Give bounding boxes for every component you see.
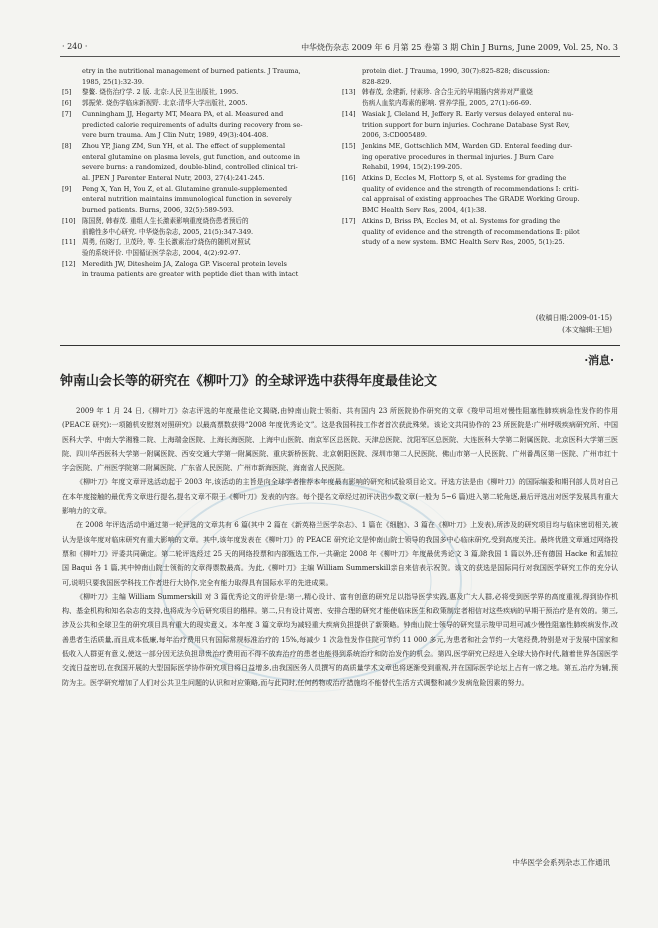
- editor-note: (本文编辑:王旭): [562, 326, 612, 334]
- reference-text: Cunningham JJ, Hegarty MT, Meara PA, et al. Measured and predicted calorie requirements of adults during recovery from se- vere burn trauma. Am J Clin Nutr, 1989, 49(3):404-408.: [82, 109, 303, 140]
- reference-text: Atkins D, Briss PA, Eccles M, et al. Systems for grading the quality of evidence and the strength of recommendations Ⅱ: pilot study of a new system. BMC Health Serv Res, 2005, 5(1):25.: [362, 216, 580, 247]
- page-number: · 240 ·: [62, 42, 88, 51]
- reference-entry: [62, 109, 337, 141]
- news-paragraph: 《柳叶刀》主编 William Summerskill 对 3 篇优秀论文的评价是:第一,精心设计、富有创意的研究足以指导医学实践,惠及广大人群,必将受到医学界的高度重视,得到协作机构、基金机构和知名杂志的支持,也将成为今后研究项目的楷样。第二,只有设计周密、安排合理的研究才能使临床医生和政策制定者相信对这些疾病的早期干预治疗是有效的。第三,涉及公共和全球卫生的研究项目具有重大的现实意义。本年度 3 篇文章均为减轻重大疾病负担提供了新策略。钟南山院士领导的研究显示羧甲司坦可减少慢性阻塞性肺疾病发作,改善患者生活质量,而且成本低廉,每年治疗费用只有国际常规标准治疗的 15%,每减少 1 次急性发作住院可节约 11 000 多元,为患者和社会节约一大笔经费,特别是对于发展中国家和低收入人群更有意义,使这一部分因无法负担昂贵治疗费用而不得不放弃治疗的患者也能得到系统治疗和防治发作的机会。第四,医学研究已经进入全球大协作时代,随着世界各国医学交流日益密切,在我国开展的大型国际医学协作研究项目将日益增多,由我国医务人员撰写的高质量学术文章也将逐渐受到重视,并在国际医学论坛上占有一席之地。第五,治疗为辅,预防为主。医学研究增加了人们对公共卫生问题的认识和对应策略,而与此同时,任何药物或治疗措施均不能替代生活方式调整和减少发病危险因素的努力。: [62, 592, 618, 687]
- reference-text: 郭振荣. 烧伤学临床新视野. 北京:清华大学出版社, 2005.: [82, 99, 248, 108]
- reference-text: 韩春茂, 余建新, 付素珍. 含合生元的早期肠内营养对严重烧 伤病人血浆内毒素的影响. 营养学报, 2005, 27(1):66-69.: [362, 88, 533, 108]
- news-paragraph: 《柳叶刀》年度文章评选活动起于 2003 年,该活动的主旨是向全球学者推荐本年度最有影响的研究和试验项目论文。评选方法是由《柳叶刀》的国际编委和期刊部人员对自己在本年度接触的最优秀文章进行提名,提名文章不限于《柳叶刀》发表的内容。每个提名文章经过初评决出少数文章(一般为 5~6 篇)进入第二轮角逐,最后评选出对医学发展具有重大影响力的文章。: [62, 478, 618, 516]
- header-rule: [60, 56, 620, 57]
- reference-text: Wasiak J, Cleland H, Jeffery R. Early versus delayed enteral nu- trition support for burn injuries. Cochrane Database Syst Rev, 2006, 3:CD005489.: [362, 109, 574, 140]
- reference-entry: [342, 109, 620, 141]
- reference-entry: [342, 173, 620, 216]
- reference-entry: [342, 141, 620, 173]
- reference-number: [11]: [62, 238, 76, 247]
- reference-entry: [342, 66, 620, 87]
- reference-entry: [62, 66, 337, 87]
- reference-number: [14]: [342, 109, 356, 118]
- reference-entry: [62, 259, 337, 280]
- reference-number: [6]: [62, 99, 72, 108]
- reference-text: etry in the nutritional management of burned patients. J Trauma, 1985, 25(1):32-39.: [82, 67, 301, 86]
- references-right-column: [342, 66, 620, 248]
- reference-text: 周勇, 伍晓汀, 卫茂玲, 等. 生长激素治疗烧伤的随机对照试 验的系统评价. 中国循证医学杂志, 2004, 4(2):92-97.: [82, 238, 251, 257]
- section-rule: [60, 345, 620, 346]
- reference-text: 黎鳌. 烧伤治疗学. 2 版. 北京:人民卫生出版社, 1995.: [82, 88, 239, 97]
- reference-text: Meredith JW, Ditesheim JA, Zaloga GP. Visceral protein levels in trauma patients are greater with peptide diet than with intact: [82, 259, 299, 279]
- reference-text: Zhou YP, Jiang ZM, Sun YH, et al. The effect of supplemental enteral glutamine on plasma levels, gut function, and outcome in severe burns: a randomized, double-blind, controlled clinical tri- al. JPEN J Parenter Enteral Nutr, 2003, 27(4):241-245.: [82, 141, 300, 183]
- reference-entry: [62, 98, 337, 109]
- reference-text: 陈国贤, 韩春茂. 重组人生长激素影响重度烧伤患者预后的 前瞻性多中心研究. 中华烧伤杂志, 2005, 21(5):347-349.: [82, 216, 254, 236]
- reference-text: Jenkins ME, Gottschlich MM, Warden GD. Enteral feeding dur- ing operative procedures in thermal injuries. J Burn Care Rehabil, 1994, 15(2):199-205.: [362, 141, 573, 172]
- section-label: ·消息·: [584, 354, 614, 367]
- reference-number: [8]: [62, 141, 72, 150]
- reference-number: [7]: [62, 109, 72, 118]
- reference-number: [342, 66, 362, 87]
- reference-entry: [62, 184, 337, 216]
- reference-entry: [62, 141, 337, 184]
- reference-number: [13]: [342, 88, 356, 97]
- news-signature: 中华医学会系列杂志工作通讯: [512, 858, 610, 867]
- reference-number: [5]: [62, 88, 72, 97]
- article-dates: [342, 312, 612, 336]
- news-paragraph: 在 2008 年评选活动中通过第一轮评选的文章共有 6 篇(其中 2 篇在《新英格兰医学杂志》、1 篇在《细胞》、3 篇在《柳叶刀》上发表),所涉及的研究项目均与临床密切相关,被认为是该年度对临床研究有重大影响的文章。其中,该年度发表在《柳叶刀》的 PEACE 研究论文是钟南山院士领导的我国多中心临床研究,受到高度关注。最终优胜文章通过网络投票和《柳叶刀》评委共同确定。第二轮评选经过 25 天的网络投票和内部甄选工作,一共确定 2008 年《柳叶刀》年度最优秀论文 3 篇,除我国 1 篇以外,还有德国 Hacke 和孟加拉国 Baqui 各 1 篇,其中钟南山院士领衔的文章得票数最高。为此,《柳叶刀》主编 William Summerskill亲自来信表示祝贺。该文的获选是国际同行对我国医学研究工作的充分认可,说明只要我国医学科技工作者进行大协作,完全有能力取得具有国际水平的先进成果。: [62, 521, 618, 587]
- reference-number: [12]: [62, 259, 76, 268]
- reference-text: Atkins D, Eccles M, Flottorp S, et al. Systems for grading the quality of evidence and the strength of recommendations Ⅰ: criti- cal appraisal of existing approaches The GRADE Working Group. BMC Health Serv Res, 2004, 4(1):38.: [362, 174, 580, 215]
- news-paragraph: 2009 年 1 月 24 日,《柳叶刀》杂志评选的年度最佳论文揭晓,由钟南山院士领衔、共有国内 23 所医院协作研究的文章《羧甲司坦对慢性阻塞性肺疾病急性发作的作用(PEACE 研究):一项随机安慰剂对照研究》以最高票数获得“2008 年度优秀论文”。这是我国科技工作者首次获此殊荣。该论文共同协作的 23 所医院是:广州呼吸疾病研究所、中国医科大学、中南大学湘雅二院、上海瑞金医院、上海长海医院、上海中山医院、南京军区总医院、天津总医院、沈阳军区总医院、大连医科大学第二附属医院、北京医科大学第三医院、四川华西医科大学第一附属医院、西安交通大学第一附属医院、重庆新桥医院、北京朝阳医院、深圳市第二人民医院、佛山市第一人民医院、广州番禺区第一医院、广州市红十字会医院、广州医学院第二附属医院、广东省人民医院、广州市新海医院、海南省人民医院。: [62, 407, 618, 473]
- reference-text: protein diet. J Trauma, 1990, 30(7):825-828; discussion: 828-829.: [362, 67, 550, 86]
- reference-number: [9]: [62, 184, 72, 193]
- reference-number: [17]: [342, 216, 356, 225]
- reference-entry: [62, 87, 337, 98]
- reference-number: [62, 66, 82, 87]
- reference-entry: [342, 87, 620, 108]
- reference-number: [15]: [342, 141, 356, 150]
- reference-number: [16]: [342, 174, 356, 183]
- running-header: 中华烧伤杂志 2009 年 6 月第 25 卷第 3 期 Chin J Burns, June 2009, Vol. 25, No. 3: [301, 43, 618, 52]
- received-date: (收稿日期:2009-01-15): [535, 314, 612, 322]
- news-body: [62, 404, 618, 690]
- reference-entry: [342, 216, 620, 248]
- reference-entry: [62, 237, 337, 258]
- news-title: 钟南山会长等的研究在《柳叶刀》的全球评选中获得年度最佳论文: [60, 374, 438, 389]
- reference-entry: [62, 216, 337, 237]
- references-left-column: [62, 66, 337, 280]
- reference-number: [10]: [62, 216, 76, 225]
- reference-text: Peng X, Yan H, You Z, et al. Glutamine granule-supplemented enteral nutrition maintains immunological function in severely burned patients. Burns, 2006, 32(5):589-593.: [82, 184, 292, 215]
